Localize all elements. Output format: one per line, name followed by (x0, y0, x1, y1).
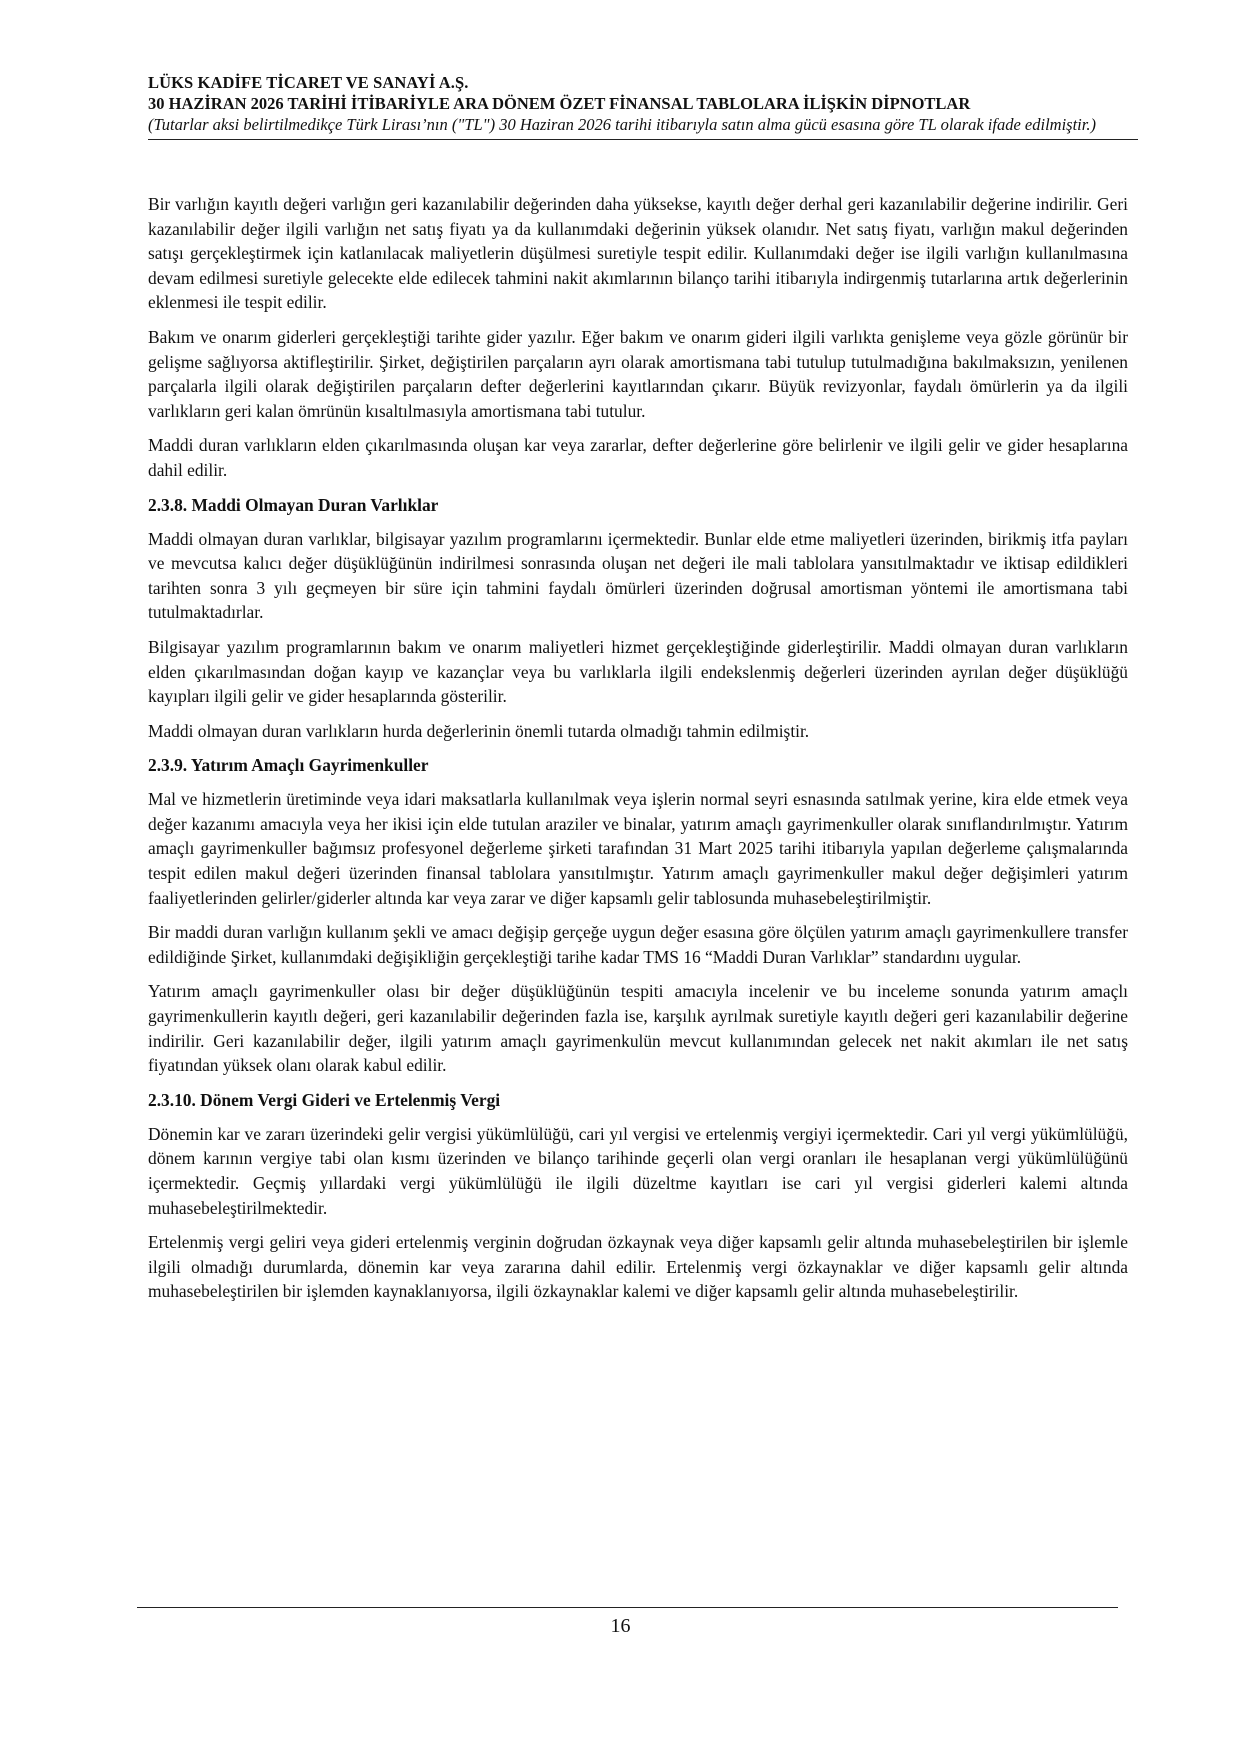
company-name: LÜKS KADİFE TİCARET VE SANAYİ A.Ş. (148, 73, 469, 92)
paragraph: Bilgisayar yazılım programlarının bakım ve onarım maliyetleri hizmet gerçekleştiğinde giderleştirilir. Maddi olmayan duran varlıkların elden çıkarılmasından doğan kayıp ve kazançlar veya bu varlıklarla ilgili endekslenmiş değerleri üzerinden ayrılan değer düşüklüğü kayıpları ilgili gelir ve gider hesaplarında gösterilir. (148, 636, 1128, 707)
paragraph: Bir maddi duran varlığın kullanım şekli ve amacı değişip gerçeğe uygun değer esasına göre ölçülen yatırım amaçlı gayrimenkullere transfer edildiğinde Şirket, kullanımdaki değişikliğin gerçekleştiği tarihe kadar TMS 16 “Maddi Duran Varlıklar” standardını uygular. (148, 922, 1128, 967)
footer-divider (137, 1607, 1118, 1608)
paragraph: Maddi olmayan duran varlıklar, bilgisayar yazılım programlarını içermektedir. Bunlar elde etme maliyetleri üzerinden, birikmiş itfa payları ve mevcutsa kalıcı değer düşüklüğünün indirilmesi sonrasında oluşan net değeri ile mali tablolara yansıtılmaktadır ve iktisap edildikleri tarihten sonra 3 yılı geçmeyen bir süre için tahmini faydalı ömürleri üzerinden doğrusal amortisman yöntemi ile amortismana tabi tutulmaktadırlar. (148, 528, 1128, 623)
section-heading: 2.3.9. Yatırım Amaçlı Gayrimenkuller (148, 755, 429, 776)
page-header (148, 72, 1138, 140)
paragraph: Bakım ve onarım giderleri gerçekleştiği tarihte gider yazılır. Eğer bakım ve onarım gideri ilgili varlıkta genişleme veya gözle görünür bir gelişme sağlıyorsa aktifleştirilir. Şirket, değiştirilen parçaların ayrı olarak amortismana tabi tutulup tutulmadığına bakılmaksızın, yenilenen parçalarla ilgili olarak değiştirilen parçaların defter değerlerini kayıtlarından çıkarır. Büyük revizyonlar, faydalı ömürlerin ya da ilgili varlıkların geri kalan ömrünün kısaltılmasıyla amortismana tabi tutulur. (148, 326, 1128, 421)
paragraph: Maddi duran varlıkların elden çıkarılmasında oluşan kar veya zararlar, defter değerlerine göre belirlenir ve ilgili gelir ve gider hesaplarına dahil edilir. (148, 435, 1128, 480)
document-body (148, 192, 1128, 1314)
document-title: 30 HAZİRAN 2026 TARİHİ İTİBARİYLE ARA DÖNEM ÖZET FİNANSAL TABLOLARA İLİŞKİN DİPNOTLAR (148, 94, 971, 113)
paragraph: Bir varlığın kayıtlı değeri varlığın geri kazanılabilir değerinden daha yüksekse, kayıtlı değer derhal geri kazanılabilir değerine indirilir. Geri kazanılabilir değer ilgili varlığın net satış fiyatı ya da kullanımdaki değerinin yüksek olanıdır. Net satış fiyatı, varlığın makul değerinden satışı gerçekleştirmek için katlanılacak maliyetlerin düşülmesi suretiyle tespit edilir. Kullanımdaki değer ise ilgili varlığın kullanılmasına devam edilmesi suretiyle gelecekte elde edilecek tahmini nakit akımlarının bilanço tarihi itibarıyla indirgenmiş tutarlarına artık değerlerinin eklenmesi ile tespit edilir. (148, 194, 1128, 313)
paragraph: Mal ve hizmetlerin üretiminde veya idari maksatlarla kullanılmak veya işlerin normal seyri esnasında satılmak yerine, kira elde etmek veya değer kazanımı amacıyla veya her ikisi için elde tutulan araziler ve binalar, yatırım amaçlı gayrimenkuller olarak sınıflandırılmıştır. Yatırım amaçlı gayrimenkuller bağımsız profesyonel değerleme şirketi tarafından 31 Mart 2025 tarihi itibarıyla yapılan değerleme çalışmalarında tespit edilen makul değeri üzerinden finansal tablolara yansıtılmıştır. Yatırım amaçlı gayrimenkuller makul değer değişimleri yatırım faaliyetlerinden gelirler/giderler altında kar veya zarar ve diğer kapsamlı gelir tablosunda muhasebeleştirilmiştir. (148, 789, 1128, 908)
paragraph: Dönemin kar ve zararı üzerindeki gelir vergisi yükümlülüğü, cari yıl vergisi ve ertelenmiş vergiyi içermektedir. Cari yıl vergi yükümlülüğü, dönem karının vergiye tabi olan kısmı üzerinden ve bilanço tarihinde geçerli olan vergi oranları ile hesaplanan vergi yükümlülüğünü içermektedir. Geçmiş yıllardaki vergi yükümlülüğü ile ilgili düzeltme kayıtları ise cari yıl vergisi giderleri kalemi altında muhasebeleştirilmektedir. (148, 1123, 1128, 1218)
page-number: 16 (610, 1615, 631, 1637)
paragraph: Maddi olmayan duran varlıkların hurda değerlerinin önemli tutarda olmadığı tahmin edilmiştir. (148, 720, 810, 741)
currency-note: (Tutarlar aksi belirtilmedikçe Türk Lirası’nın ("TL") 30 Haziran 2026 tarihi itibarıyla satın alma gücü esasına göre TL olarak ifade edilmiştir.) (148, 115, 1096, 134)
paragraph: Ertelenmiş vergi geliri veya gideri ertelenmiş verginin doğrudan özkaynak veya diğer kapsamlı gelir altında muhasebeleştirilen bir işlemle ilgili olmadığı durumlarda, dönemin kar veya zararına dahil edilir. Ertelenmiş vergi özkaynaklar ve diğer kapsamlı gelir altında muhasebeleştirilen bir işlemden kaynaklanıyorsa, ilgili özkaynaklar kalemi ve diğer kapsamlı gelir altında muhasebeleştirilir. (148, 1232, 1128, 1302)
paragraph: Yatırım amaçlı gayrimenkuller olası bir değer düşüklüğünün tespiti amacıyla incelenir ve bu inceleme sonunda yatırım amaçlı gayrimenkullerin kayıtlı değeri, geri kazanılabilir değerinden fazla ise, karşılık ayrılmak suretiyle kayıtlı değeri geri kazanılabilir değerine indirilir. Geri kazanılabilir değer, ilgili yatırım amaçlı gayrimenkulün mevcut kullanımından gelecek net nakit akımları ile net satış fiyatından yüksek olanı olarak kabul edilir. (148, 981, 1128, 1076)
section-heading: 2.3.10. Dönem Vergi Gideri ve Ertelenmiş Vergi (148, 1089, 501, 1110)
section-heading: 2.3.8. Maddi Olmayan Duran Varlıklar (148, 494, 439, 515)
